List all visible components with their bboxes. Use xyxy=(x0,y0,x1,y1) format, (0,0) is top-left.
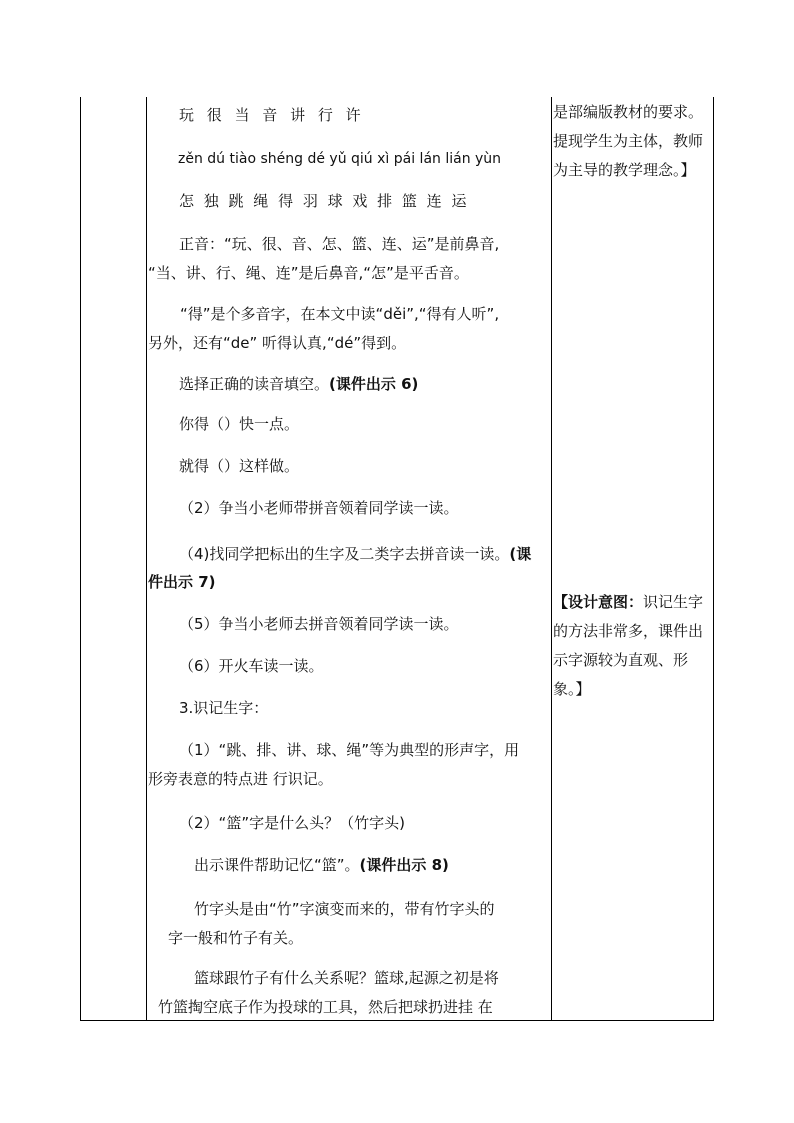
courseware-note-7-end: 件出示 7) xyxy=(148,573,216,591)
courseware-note-8: (课件出示 8) xyxy=(359,856,449,874)
basketball-line-2: 竹篮掏空底子作为投球的工具，然后把球扔进挂 在 xyxy=(158,998,493,1016)
design-intent-label: 【设计意图： xyxy=(553,593,644,611)
side-note-top-line-3: 为主导的教学理念。】 xyxy=(553,161,696,179)
section-heading-3: 3.识记生字： xyxy=(179,699,269,717)
pinyin-row: zěn dú tiào shéng dé yǔ qiú xì pái lán lián yùn xyxy=(178,151,502,167)
design-intent-line-3: 示字源较为直观、形 xyxy=(553,651,689,669)
phono-semantic-line-2: 形旁表意的特点进 行识记。 xyxy=(148,770,333,788)
radical-question: （2）“篮”字是什么头？（竹字头) xyxy=(179,814,405,832)
instruction-text: 选择正确的读音填空。 xyxy=(179,375,330,393)
courseware-note-6: (课件出示 6) xyxy=(329,375,419,393)
bamboo-radical-line-1: 竹字头是由“竹”字演变而来的，带有竹字头的 xyxy=(194,900,495,918)
side-note-top-line-2: 提现学生为主体，教师 xyxy=(553,132,704,150)
character-row-2: 怎 独 跳 绳 得 羽 球 戏 排 篮 连 运 xyxy=(179,192,468,210)
table-bottom-border xyxy=(80,1020,714,1021)
design-intent-line-4: 象。】 xyxy=(553,680,591,698)
table-right-border xyxy=(713,97,714,1021)
courseware-memory-text: 出示课件帮助记忆“篮”。 xyxy=(194,856,360,874)
phono-semantic-line-1: （1）“跳、排、讲、球、绳”等为典型的形声字，用 xyxy=(179,741,520,759)
paragraph-pronunciation-line-2: “当、讲、行、绳、连”是后鼻音,“怎”是平舌音。 xyxy=(148,264,469,282)
side-note-design-intent xyxy=(553,588,713,704)
basketball-line-1: 篮球跟竹子有什么关系呢？篮球,起源之初是将 xyxy=(194,969,499,987)
design-intent-text-1: 识记生字 xyxy=(643,593,704,611)
bamboo-radical-line-2: 字一般和竹子有关。 xyxy=(168,929,304,947)
design-intent-line-2: 的方法非常多，课件出 xyxy=(553,622,704,640)
side-note-top-line-1: 是部编版教材的要求。 xyxy=(553,103,704,121)
table-column-divider-2 xyxy=(551,97,552,1021)
step-2: （2）争当小老师带拼音领着同学读一读。 xyxy=(179,499,459,517)
step-6: （6）开火车读一读。 xyxy=(179,657,324,675)
paragraph-pronunciation-line-1: 正音：“玩、很、音、怎、篮、连、运”是前鼻音, xyxy=(179,235,500,253)
step-5: （5）争当小老师去拼音领着同学读一读。 xyxy=(179,615,459,633)
paragraph-polyphone-line-1: “得”是个多音字，在本文中读“děi”,“得有人听”, xyxy=(180,305,500,323)
paragraph-polyphone-line-2: 另外，还有“de” 听得认真,“dé”得到。 xyxy=(148,334,407,352)
courseware-note-7-start: (课 xyxy=(509,545,532,563)
courseware-memory-line xyxy=(194,856,449,874)
design-intent-line-1 xyxy=(553,588,713,617)
instruction-choose-pronunciation xyxy=(179,375,418,393)
character-row-1: 玩 很 当 音 讲 行 许 xyxy=(179,106,362,124)
table-column-divider-1 xyxy=(146,97,147,1021)
table-left-border xyxy=(80,97,81,1021)
exercise-line-1: 你得（）快一点。 xyxy=(179,415,300,433)
step-4-text: （4)找同学把标出的生字及二类字去拼音读一读。 xyxy=(179,545,510,563)
side-note-top xyxy=(553,98,713,185)
step-4-line-1 xyxy=(179,545,531,563)
exercise-line-2: 就得（）这样做。 xyxy=(179,457,300,475)
